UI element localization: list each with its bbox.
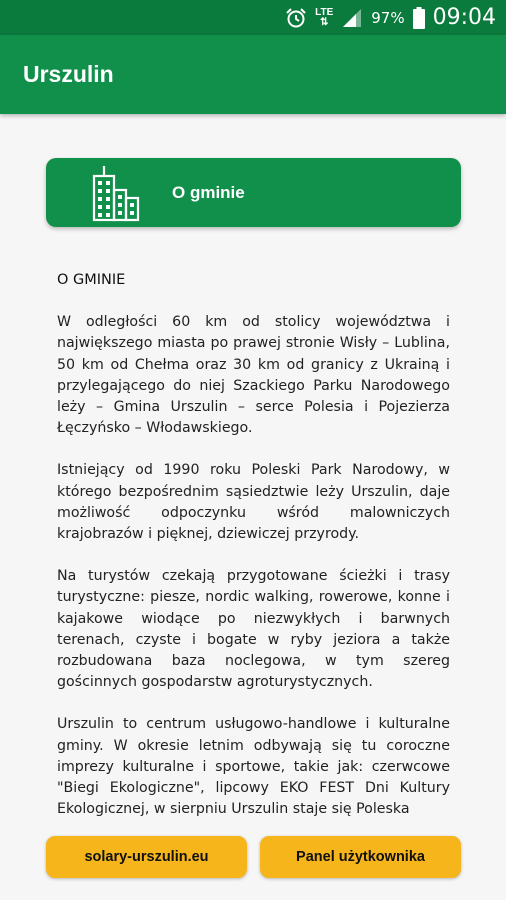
section-title: O gminie xyxy=(172,183,245,202)
signal-icon xyxy=(341,8,363,28)
alarm-icon xyxy=(285,7,307,29)
article-heading: O GMINIE xyxy=(57,272,126,288)
status-bar xyxy=(0,0,506,35)
article-paragraph: W odległości 60 km od stolicy województwa i największego miasta po prawej stronie Wisły – Lublina, 50 km od Chełma oraz 30 km od granicy z Ukrainą i przylegającego do niej Szackiego Parku Narodowego leży – Gmina Urszulin – serce Polesia i Pojezierza Łęczyńsko – Włodawskiego. xyxy=(57,314,450,437)
user-panel-button[interactable]: Panel użytkownika xyxy=(260,836,461,878)
section-header-card xyxy=(46,158,461,227)
article-paragraph: Urszulin to centrum usługowo-handlowe i kulturalne gminy. W okresie letnim odbywają się tu coroczne imprezy kulturalne i sportowe, takie jak: czerwcowe "Biegi Ekologiczne", lipcowy EKO FEST Dni Kultury Ekologicznej, w sierpniu Urszulin staje się Poleska xyxy=(57,716,450,818)
article-paragraph: Na turystów czekają przygotowane ścieżki i trasy turystyczne: piesze, nordic walking, rowerowe, konne i kajakowe wiodące po niezwykłych i barwnych terenach, czyste i bogate w ryby jeziora a także rozbudowana baza noclegowa, w tym szereg gościnnych gospodarstw agroturystycznych. xyxy=(57,568,450,691)
app-bar xyxy=(0,35,506,114)
app-title: Urszulin xyxy=(23,61,114,87)
lte-icon: LTE ⇅ xyxy=(315,6,334,28)
network-label: LTE xyxy=(315,6,334,18)
clock: 09:04 xyxy=(432,5,496,30)
battery-icon xyxy=(413,7,425,29)
battery-percent: 97% xyxy=(371,8,405,27)
article-content[interactable] xyxy=(57,270,450,818)
city-buildings-icon xyxy=(92,164,140,222)
article-paragraph: Istniejący od 1990 roku Poleski Park Narodowy, w którego bezpośrednim sąsiedztwie leży Urszulin, daje możliwość odpoczynku wśród malowniczych krajobrazów i pięknej, dziewiczej przyrody. xyxy=(57,462,450,543)
website-link-button[interactable]: solary-urszulin.eu xyxy=(46,836,247,878)
